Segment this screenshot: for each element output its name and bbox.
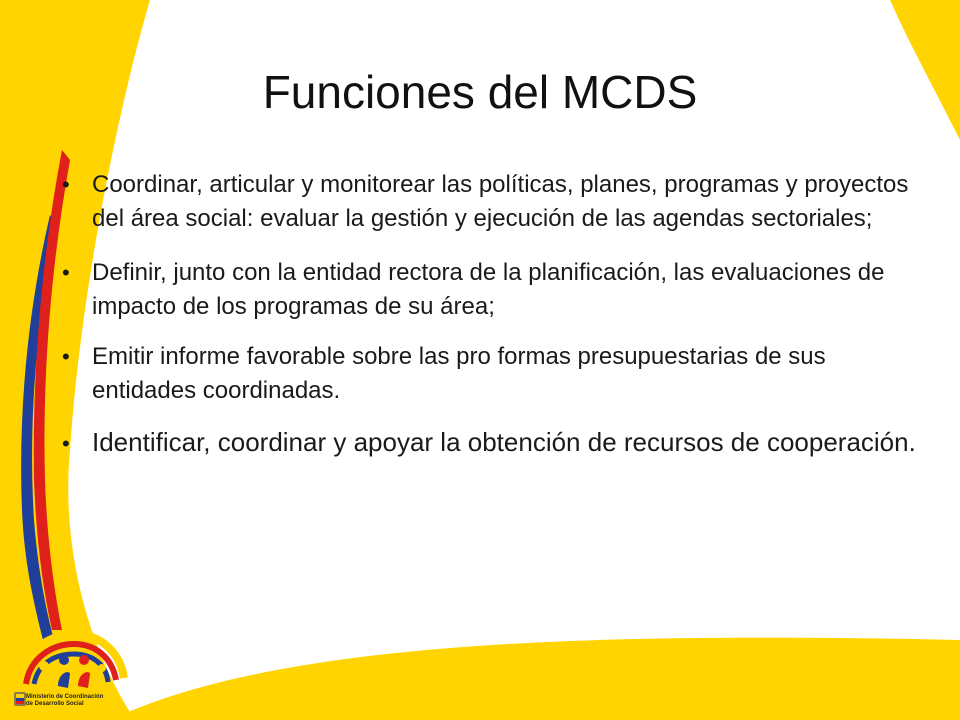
bullet-list [62, 168, 922, 462]
bullet-dot: • [62, 344, 70, 369]
bullet-dot: • [62, 431, 70, 456]
bullet-item [62, 422, 922, 462]
bullet-text: Coordinar, articular y monitorear las políticas, planes, programas y proyectos del área social: evaluar la gestión y ejecución de las agendas sectoriales; [92, 171, 909, 232]
bullet-item [62, 256, 922, 324]
bullet-dot: • [62, 172, 70, 197]
yellow-swoosh-bottom [110, 638, 960, 720]
bullet-text: Identificar, coordinar y apoyar la obtención de recursos de cooperación. [92, 427, 916, 457]
logo-caption [26, 694, 103, 708]
slide-title: Funciones del MCDS [262, 66, 698, 118]
bullet-item [62, 340, 922, 408]
bullet-item [62, 168, 922, 236]
bullet-dot: • [62, 260, 70, 285]
logo-line-1: Ministerio de Coordinación [26, 694, 104, 700]
bullet-text: Emitir informe favorable sobre las pro formas presupuestarias de sus entidades coordinadas. [92, 343, 826, 404]
logo-line-2: de Desarrollo Social [26, 701, 84, 707]
bullet-text: Definir, junto con la entidad rectora de la planificación, las evaluaciones de impacto de los programas de su área; [92, 259, 885, 320]
